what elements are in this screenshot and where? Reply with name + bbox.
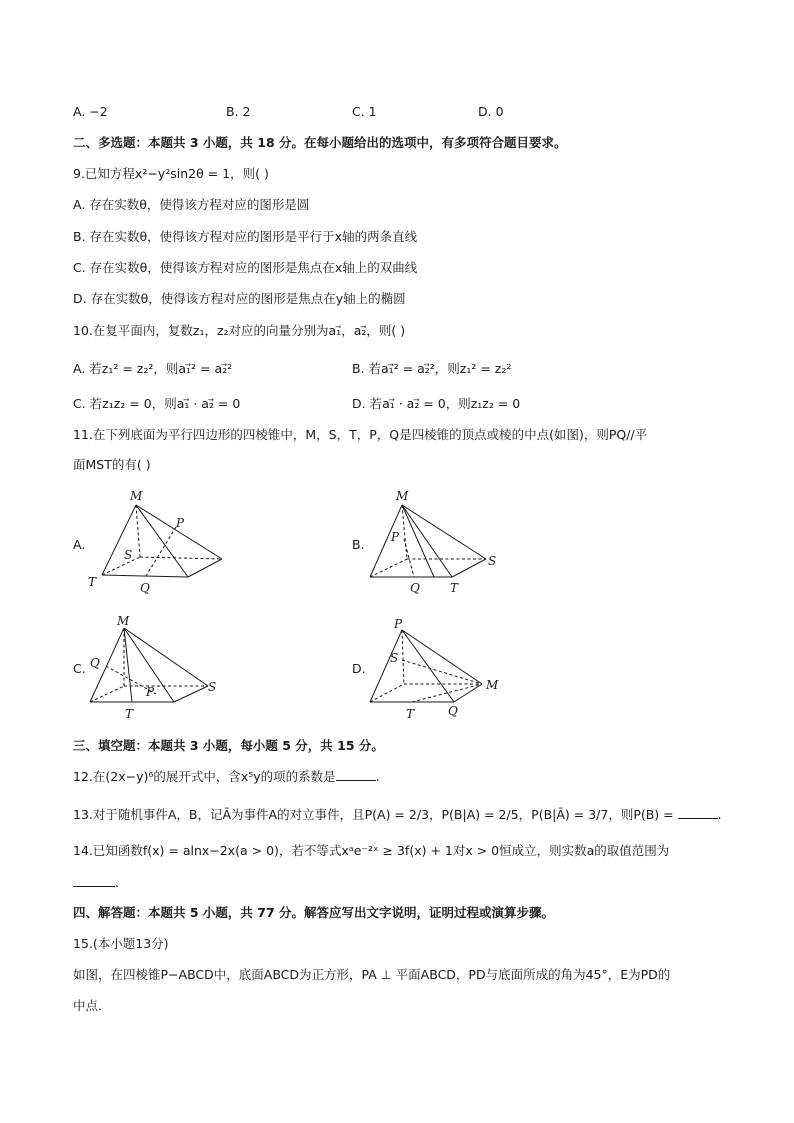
pyramid-figure-b	[362, 487, 512, 597]
q8-option-b: B. 2	[226, 104, 251, 119]
point-q-label: Q	[90, 656, 100, 670]
figure-a-label: A.	[73, 537, 86, 552]
point-p-label: P	[391, 530, 400, 544]
point-s-label: S	[208, 680, 217, 694]
q14-line1: 14.已知函数f(x) = alnx−2x(a > 0)，若不等式xᵃe⁻²ˣ ≥ 3f(x) + 1对x > 0恒成立，则实数a的取值范围为	[73, 843, 670, 858]
figure-b-label: B.	[352, 537, 365, 552]
point-p-label: P	[394, 617, 403, 631]
q11-stem-line2: 面MST的有( )	[73, 457, 151, 472]
point-m-label: M	[486, 678, 499, 692]
q12-line	[73, 768, 380, 786]
q12-end: .	[375, 769, 380, 784]
section-heading-multi-choice: 二、多选题：本题共 3 小题，共 18 分。在每小题给出的选项中，有多项符合题目要求。	[73, 135, 567, 150]
point-t-label: T	[406, 707, 415, 721]
q8-option-c: C. 1	[352, 104, 377, 119]
q11-stem-line1: 11.在下列底面为平行四边形的四棱锥中，M，S，T，P，Q是四棱锥的顶点或棱的中点(如图)，则PQ//平	[73, 427, 648, 442]
q12-text: 12.在(2x−y)⁶的展开式中，含x⁵y的项的系数是	[73, 769, 336, 784]
q13-answer-blank[interactable]	[678, 806, 718, 819]
q15-header: 15.(本小题13分)	[73, 936, 169, 951]
figure-c-label: C.	[73, 661, 86, 676]
point-p-label: P	[146, 685, 155, 699]
point-q-label: Q	[448, 704, 458, 718]
figure-d-label: D.	[352, 661, 366, 676]
pyramid-figure-a	[84, 487, 234, 597]
q14-answer-blank[interactable]	[73, 874, 115, 887]
q13-end: .	[717, 807, 722, 822]
q15-line2: 中点．	[73, 998, 111, 1013]
point-s-label: S	[124, 548, 133, 562]
q10-option-c: C. 若z₁z₂ = 0，则a₁⃗ · a₂⃗ = 0	[73, 396, 241, 411]
q12-answer-blank[interactable]	[336, 768, 376, 781]
point-t-label: T	[125, 707, 134, 721]
q10-option-a: A. 若z₁² = z₂²，则a₁⃗² = a₂⃗²	[73, 361, 233, 376]
point-s-label: S	[390, 651, 399, 665]
pyramid-figure-d	[362, 612, 512, 724]
q14-line2	[73, 874, 119, 892]
q8-option-d: D. 0	[478, 104, 504, 119]
q9-option-d: D. 存在实数θ，使得该方程对应的图形是焦点在y轴上的椭圆	[73, 291, 406, 306]
section-heading-fill-in: 三、填空题：本题共 3 小题，每小题 5 分，共 15 分。	[73, 738, 384, 753]
q15-line1: 如图，在四棱锥P−ABCD中，底面ABCD为正方形，PA ⊥ 平面ABCD，PD与底面所成的角为45°，E为PD的	[73, 967, 671, 982]
q9-option-c: C. 存在实数θ，使得该方程对应的图形是焦点在x轴上的双曲线	[73, 260, 418, 275]
q10-option-d: D. 若a₁⃗ · a₂⃗ = 0，则z₁z₂ = 0	[352, 396, 521, 411]
q9-option-a: A. 存在实数θ，使得该方程对应的图形是圆	[73, 197, 310, 212]
point-q-label: Q	[410, 581, 420, 595]
point-t-label: T	[450, 581, 459, 595]
point-m-label: M	[117, 614, 130, 628]
q9-option-b: B. 存在实数θ，使得该方程对应的图形是平行于x轴的两条直线	[73, 229, 418, 244]
pyramid-figure-c	[84, 612, 234, 724]
point-s-label: S	[488, 554, 497, 568]
section-heading-solutions: 四、解答题：本题共 5 小题，共 77 分。解答应写出文字说明，证明过程或演算步骤。	[73, 905, 555, 920]
q13-line	[73, 806, 722, 824]
q14-end: .	[115, 875, 119, 890]
point-t-label: T	[88, 575, 97, 589]
q8-option-a: A. −2	[73, 104, 108, 119]
point-q-label: Q	[140, 581, 150, 595]
q9-stem: 9.已知方程x²−y²sin2θ = 1，则( )	[73, 166, 269, 181]
point-p-label: P	[176, 516, 185, 530]
q13-text: 13.对于随机事件A，B，记Ā为事件A的对立事件，且P(A) = 2/3，P(B|A) = 2/5，P(B|Ā) = 3/7，则P(B) =	[73, 807, 674, 822]
q10-option-b: B. 若a₁⃗² = a₂⃗²，则z₁² = z₂²	[352, 361, 512, 376]
point-m-label: M	[130, 489, 143, 503]
q10-stem: 10.在复平面内，复数z₁，z₂对应的向量分别为a₁⃗，a₂⃗，则( )	[73, 323, 406, 338]
point-m-label: M	[396, 489, 409, 503]
